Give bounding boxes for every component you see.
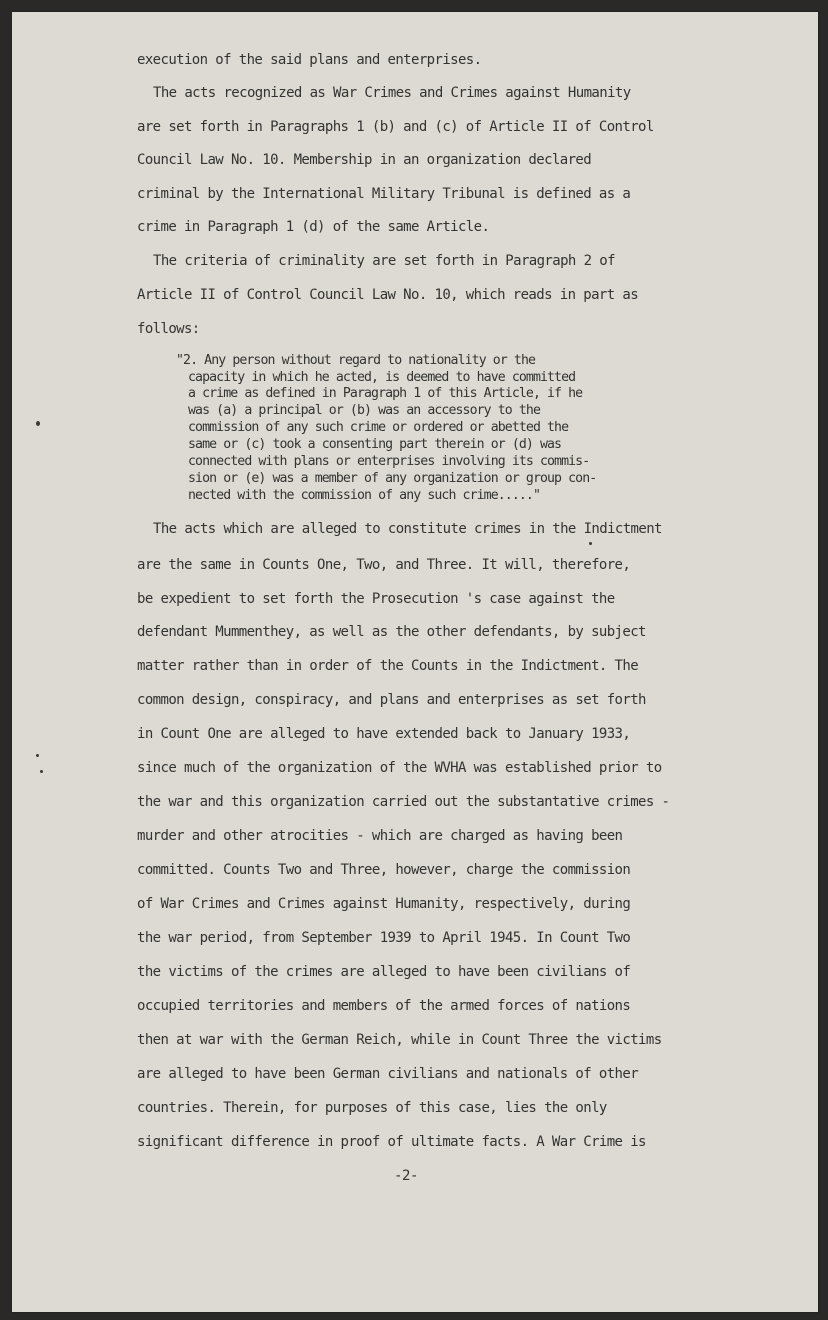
text-line: occupied territories and members of the armed forces of nations	[137, 998, 631, 1014]
text-line: of War Crimes and Crimes against Humanity, respectively, during	[137, 896, 631, 912]
ink-speck	[36, 754, 39, 757]
text-line: Article II of Control Council Law No. 10, which reads in part as	[137, 287, 639, 303]
text-line: crime in Paragraph 1 (d) of the same Article.	[137, 219, 490, 235]
text-line: countries. Therein, for purposes of this case, lies the only	[137, 1100, 607, 1116]
quote-line: a crime as defined in Paragraph 1 of this Article, if he	[188, 386, 583, 401]
text-line: then at war with the German Reich, while in Count Three the victims	[137, 1032, 662, 1048]
quote-line: "2. Any person without regard to nationality or the	[176, 353, 536, 368]
text-line: the war and this organization carried out the substantative crimes -	[137, 794, 670, 810]
quote-line: connected with plans or enterprises involving its commis-	[188, 454, 590, 469]
text-line: significant difference in proof of ultimate facts. A War Crime is	[137, 1134, 646, 1150]
document-page	[12, 12, 818, 1312]
text-line: matter rather than in order of the Counts in the Indictment. The	[137, 658, 639, 674]
ink-speck	[589, 542, 592, 545]
ink-speck	[36, 421, 40, 426]
quote-line: commission of any such crime or ordered or abetted the	[188, 420, 569, 435]
text-line: The acts which are alleged to constitute crimes in the Indictment	[153, 521, 662, 537]
text-line: committed. Counts Two and Three, however, charge the commission	[137, 862, 631, 878]
quote-line: sion or (e) was a member of any organization or group con-	[188, 471, 597, 486]
page-number: -2-	[394, 1168, 419, 1184]
text-line: are set forth in Paragraphs 1 (b) and (c) of Article II of Control	[137, 119, 654, 135]
text-line: criminal by the International Military Tribunal is defined as a	[137, 186, 631, 202]
text-line: in Count One are alleged to have extended back to January 1933,	[137, 726, 631, 742]
quote-line: same or (c) took a consenting part therein or (d) was	[188, 437, 562, 452]
text-line: are the same in Counts One, Two, and Three. It will, therefore,	[137, 557, 631, 573]
text-line: common design, conspiracy, and plans and enterprises as set forth	[137, 692, 646, 708]
text-line: the victims of the crimes are alleged to have been civilians of	[137, 964, 631, 980]
quote-line: was (a) a principal or (b) was an accessory to the	[188, 403, 540, 418]
quote-line: capacity in which he acted, is deemed to have committed	[188, 370, 576, 385]
text-line: The acts recognized as War Crimes and Crimes against Humanity	[153, 85, 631, 101]
text-line: execution of the said plans and enterprises.	[137, 52, 482, 68]
ink-speck	[40, 770, 43, 773]
text-line: since much of the organization of the WVHA was established prior to	[137, 760, 662, 776]
text-line: follows:	[137, 321, 200, 337]
quote-line: nected with the commission of any such crime....."	[188, 488, 540, 503]
text-line: The criteria of criminality are set forth in Paragraph 2 of	[153, 253, 615, 269]
text-line: defendant Mummenthey, as well as the other defendants, by subject	[137, 624, 646, 640]
text-line: the war period, from September 1939 to April 1945. In Count Two	[137, 930, 631, 946]
text-line: Council Law No. 10. Membership in an organization declared	[137, 152, 592, 168]
text-line: are alleged to have been German civilians and nationals of other	[137, 1066, 639, 1082]
text-line: murder and other atrocities - which are charged as having been	[137, 828, 623, 844]
text-line: be expedient to set forth the Prosecution 's case against the	[137, 591, 615, 607]
